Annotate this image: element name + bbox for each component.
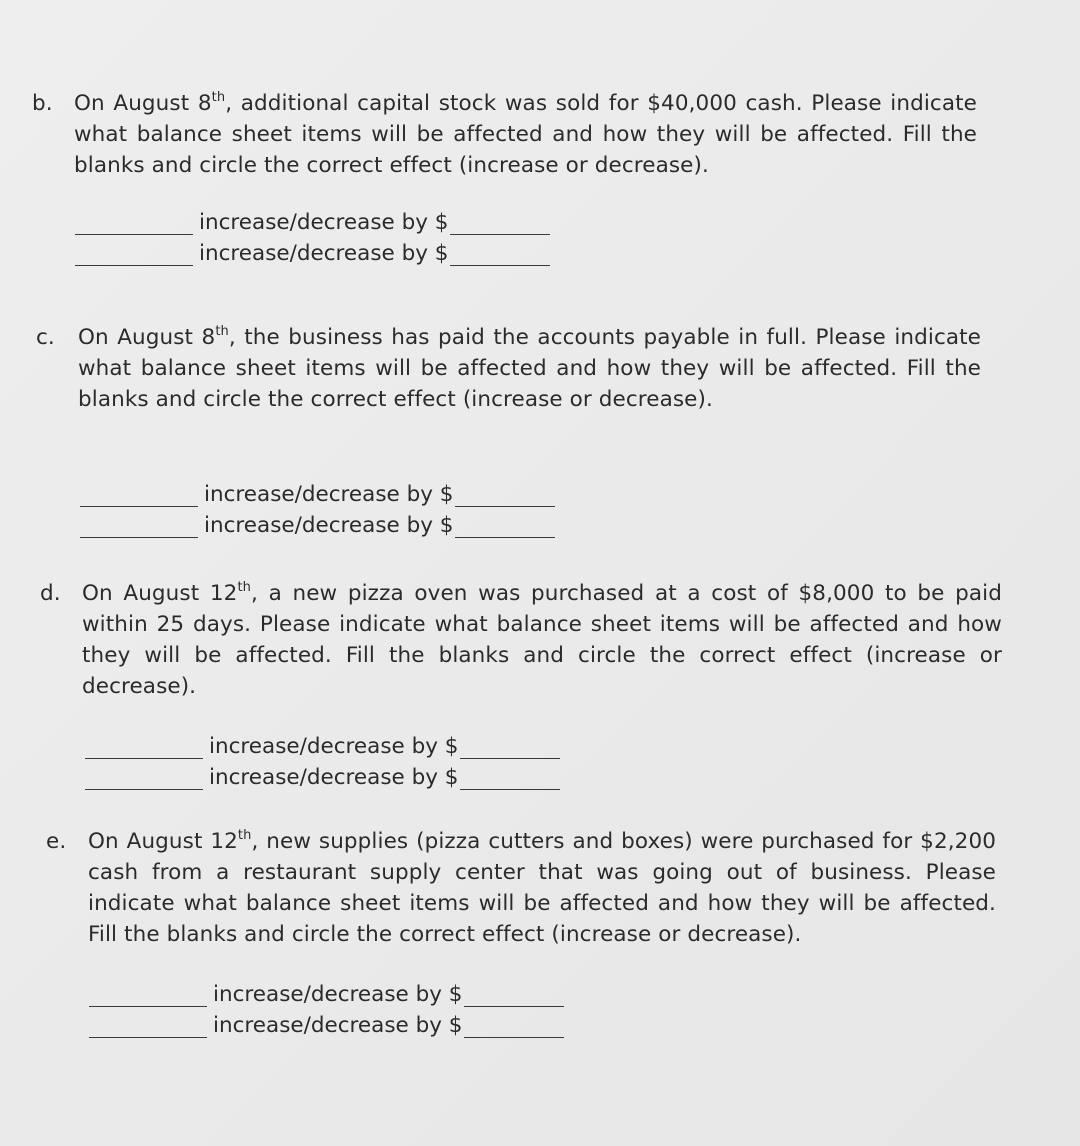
effect-label[interactable]: increase/decrease by $ <box>199 210 449 235</box>
question-text-start: On August 8 <box>78 325 216 350</box>
account-blank[interactable] <box>75 243 193 266</box>
question-text-rest: , the business has paid the accounts payable in full. Please indicate what balance sheet items will be affected and how they will be affected. Fill the blanks and circle the correct effect (increase or decrease). <box>78 325 981 412</box>
answer-block <box>80 476 555 538</box>
question-text-start: On August 12 <box>82 581 238 606</box>
account-blank[interactable] <box>80 515 198 538</box>
question-d <box>40 578 1002 790</box>
question-b <box>32 88 977 266</box>
question-letter: b. <box>32 91 53 116</box>
amount-blank[interactable] <box>460 767 560 790</box>
question-text <box>46 826 996 950</box>
amount-blank[interactable] <box>464 984 564 1007</box>
answer-line <box>80 507 555 538</box>
amount-blank[interactable] <box>464 1015 564 1038</box>
question-text <box>32 88 977 181</box>
question-letter: e. <box>46 829 67 854</box>
account-blank[interactable] <box>80 484 198 507</box>
ordinal-suffix: th <box>237 580 251 595</box>
effect-label[interactable]: increase/decrease by $ <box>199 241 449 266</box>
effect-label[interactable]: increase/decrease by $ <box>209 765 459 790</box>
answer-line <box>89 976 564 1007</box>
account-blank[interactable] <box>89 984 207 1007</box>
account-blank[interactable] <box>85 767 203 790</box>
ordinal-suffix: th <box>211 90 226 105</box>
account-blank[interactable] <box>85 736 203 759</box>
effect-label[interactable]: increase/decrease by $ <box>209 734 459 759</box>
question-text-rest: , additional capital stock was sold for $40,000 cash. Please indicate what balance sheet items will be affected and how they will be affected. Fill the blanks and circle the correct effect (increase or decrease). <box>74 91 977 178</box>
answer-block <box>85 728 560 790</box>
question-text <box>36 322 981 415</box>
answer-line <box>75 204 550 235</box>
question-text <box>40 578 1002 702</box>
ordinal-suffix: th <box>237 828 252 843</box>
question-text-start: On August 8 <box>74 91 212 116</box>
question-text-rest: , new supplies (pizza cutters and boxes) were purchased for $2,200 cash from a restaurant supply center that was going out of business. Please indicate what balance sheet items will be affected and how they will be affected. Fill the blanks and circle the correct effect (increase or decrease). <box>88 829 996 947</box>
answer-line <box>80 476 555 507</box>
amount-blank[interactable] <box>460 736 560 759</box>
answer-block <box>89 976 564 1038</box>
answer-line <box>85 759 560 790</box>
answer-line <box>85 728 560 759</box>
account-blank[interactable] <box>75 212 193 235</box>
amount-blank[interactable] <box>450 243 550 266</box>
question-text-start: On August 12 <box>88 829 238 854</box>
answer-line <box>75 235 550 266</box>
amount-blank[interactable] <box>450 212 550 235</box>
question-e <box>46 826 996 1038</box>
ordinal-suffix: th <box>215 324 229 339</box>
question-letter: c. <box>36 325 55 350</box>
answer-block <box>75 204 550 266</box>
question-letter: d. <box>40 581 61 606</box>
answer-line <box>89 1007 564 1038</box>
effect-label[interactable]: increase/decrease by $ <box>213 1013 463 1038</box>
account-blank[interactable] <box>89 1015 207 1038</box>
effect-label[interactable]: increase/decrease by $ <box>204 482 454 507</box>
question-text-rest: , a new pizza oven was purchased at a cost of $8,000 to be paid within 25 days. Please indicate what balance sheet items will be affected and how they will be affected. Fill the blanks and circle the correct effect (increase or decrease). <box>82 581 1002 699</box>
amount-blank[interactable] <box>455 484 555 507</box>
amount-blank[interactable] <box>455 515 555 538</box>
effect-label[interactable]: increase/decrease by $ <box>213 982 463 1007</box>
effect-label[interactable]: increase/decrease by $ <box>204 513 454 538</box>
question-c <box>36 322 981 538</box>
